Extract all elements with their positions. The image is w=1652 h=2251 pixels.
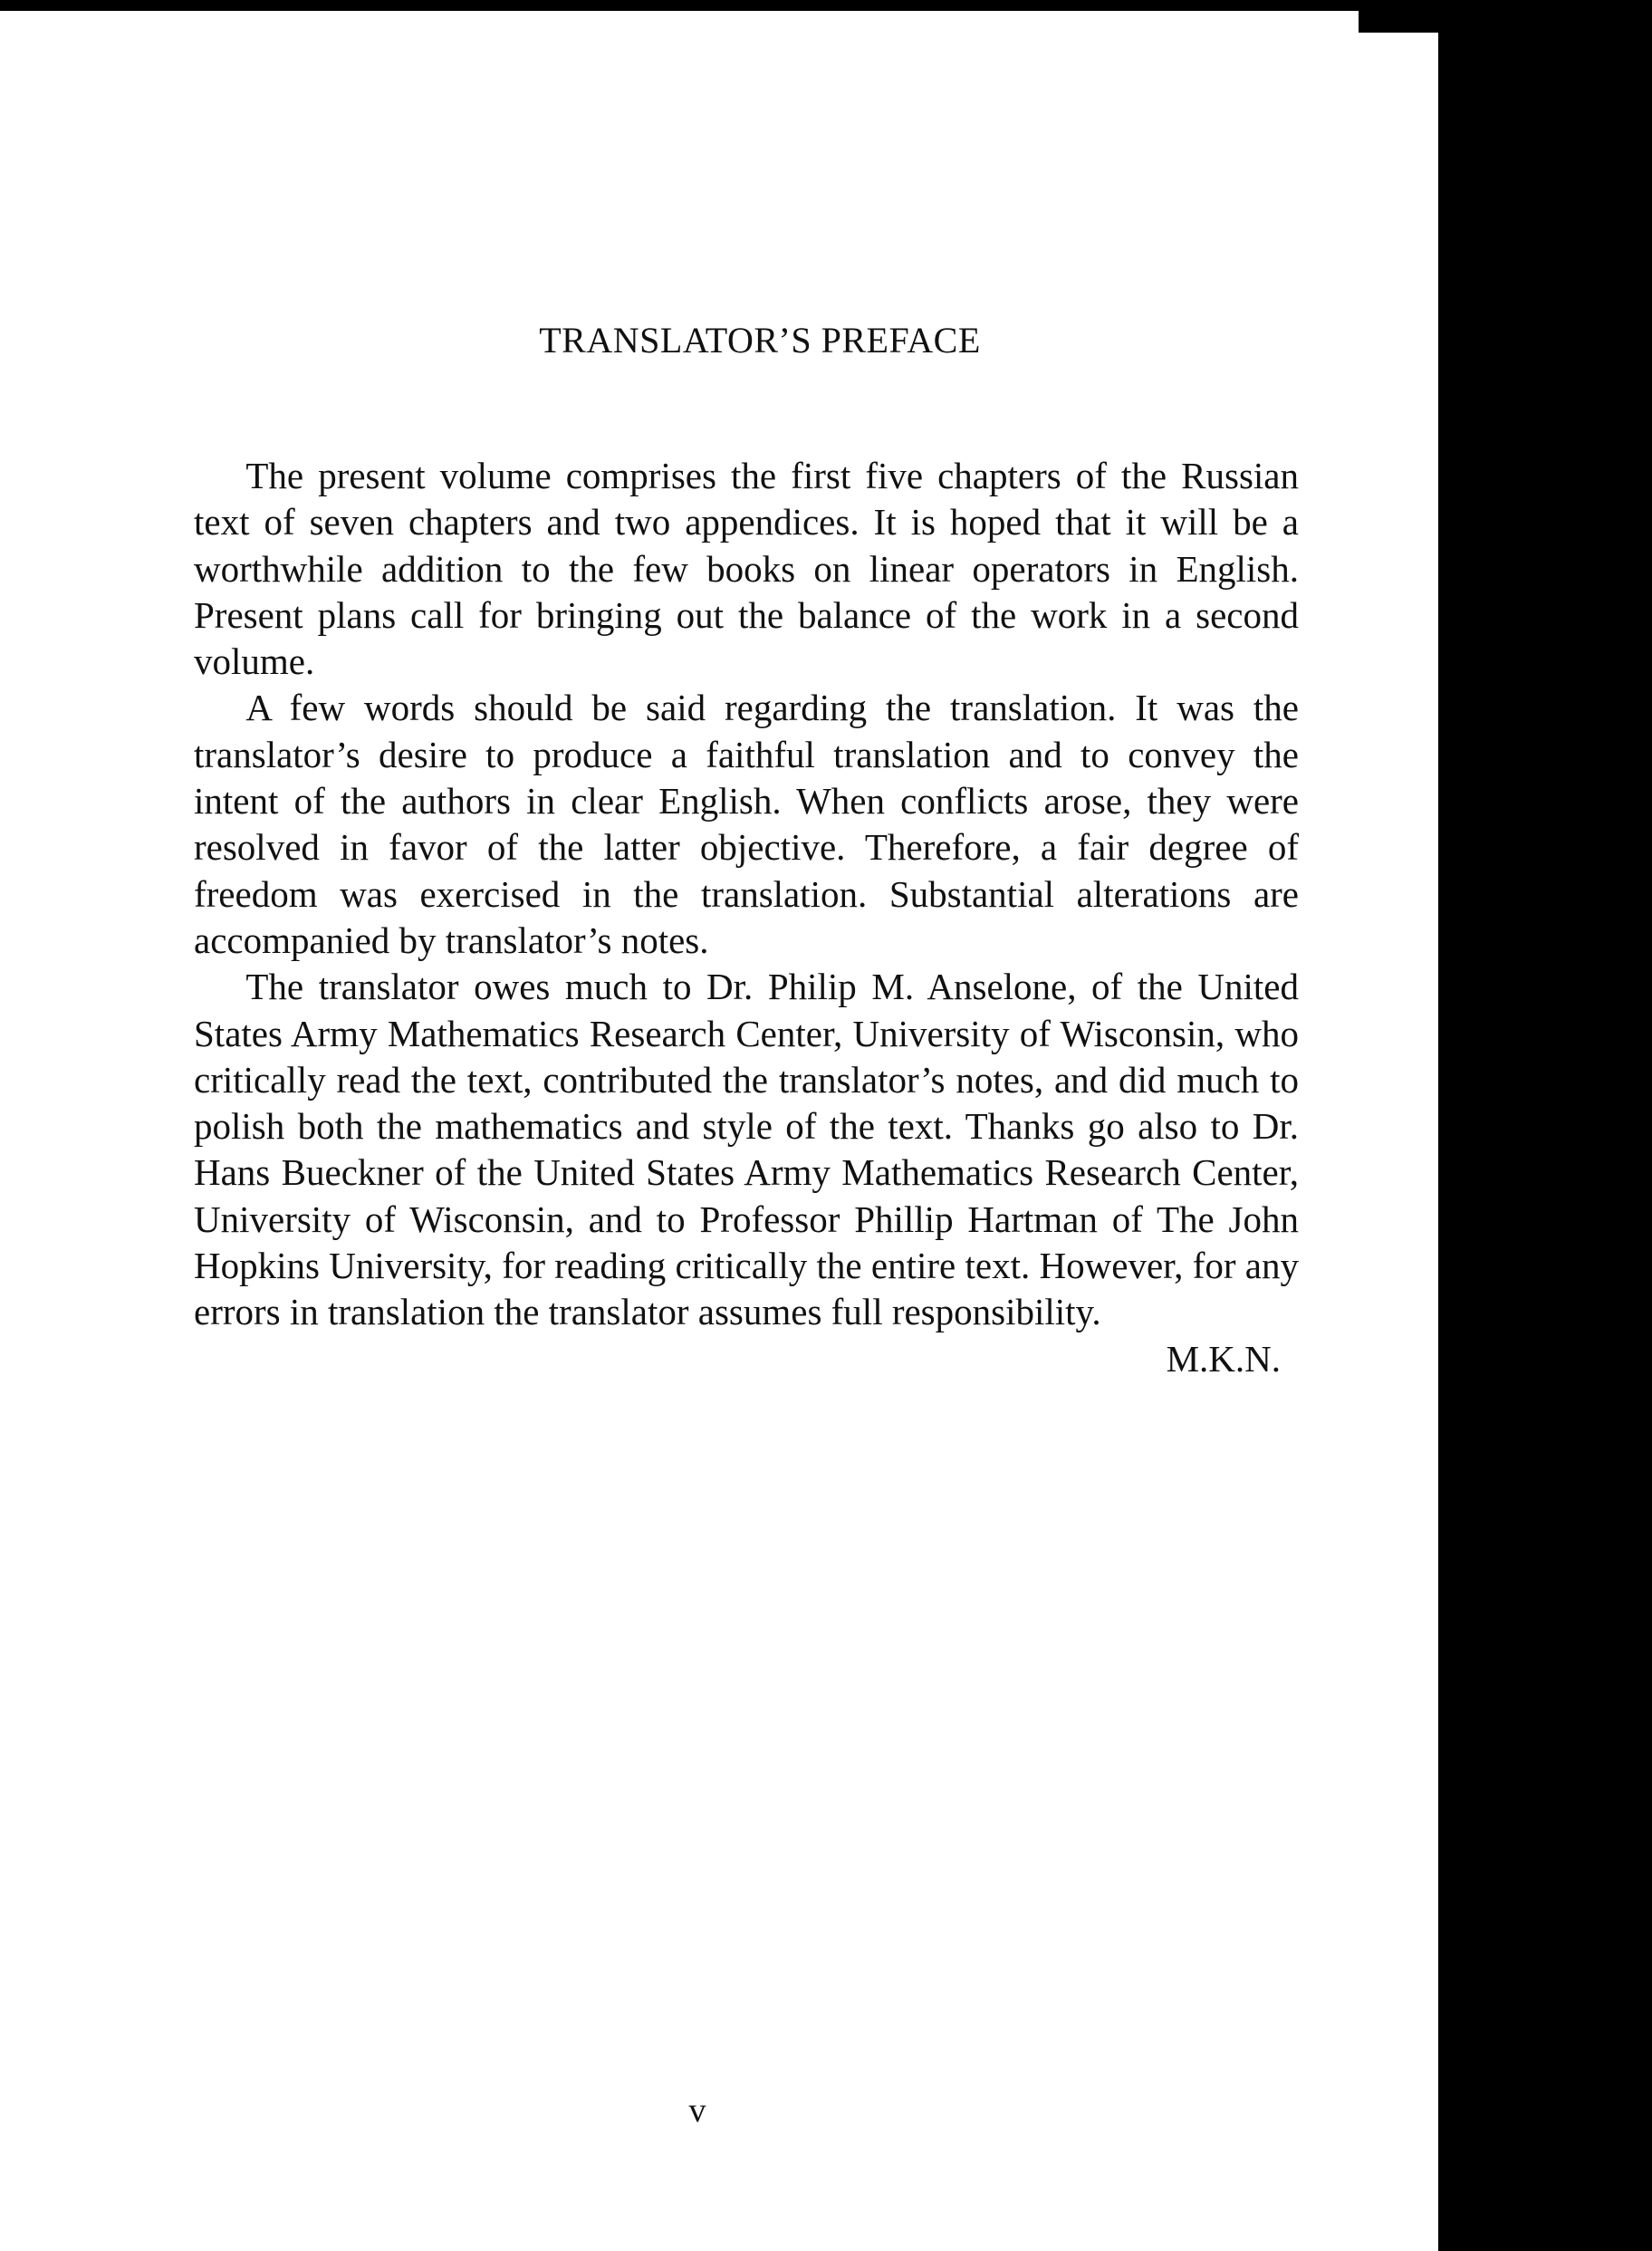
page-content xyxy=(194,290,1299,1382)
page-title: TRANSLATOR’S PREFACE xyxy=(539,320,981,361)
scan-right-border xyxy=(1438,0,1652,2251)
translator-signature: M.K.N. xyxy=(1166,1337,1281,1380)
preface-paragraph-1: The present volume comprises the first five chapters of the Russian text of seven chapters and two appendices. It is hoped that it will be a worthwhile addition to the few books on linear operators in English. Present plans call for bringing out the balance of the work in a second volume. xyxy=(194,455,1299,683)
preface-body xyxy=(194,453,1299,1382)
preface-paragraph-2: A few words should be said regarding the translation. It was the translator’s desire to produce a faithful translation and to convey the intent of the authors in clear English. When conflicts arose, they were resolved in favor of the latter objective. Therefore, a fair degree of freedom was exercised in the translation. Substantial alterations are accompanied by translator’s notes. xyxy=(194,687,1299,961)
preface-paragraph-3: The translator owes much to Dr. Philip M. Anselone, of the United States Army Mathematics Research Center, University of Wisconsin, who critically read the text, contributed the translator’s notes, and did much to polish both the mathematics and style of the text. Thanks go also to Dr. Hans Bueckner of the United States Army Mathematics Research Center, University of Wisconsin, and to Professor Phillip Hartman of The John Hopkins University, for reading critically the entire text. However, for any errors in translation the translator assumes full responsibility. xyxy=(194,966,1299,1333)
page-number: v xyxy=(688,2092,706,2130)
